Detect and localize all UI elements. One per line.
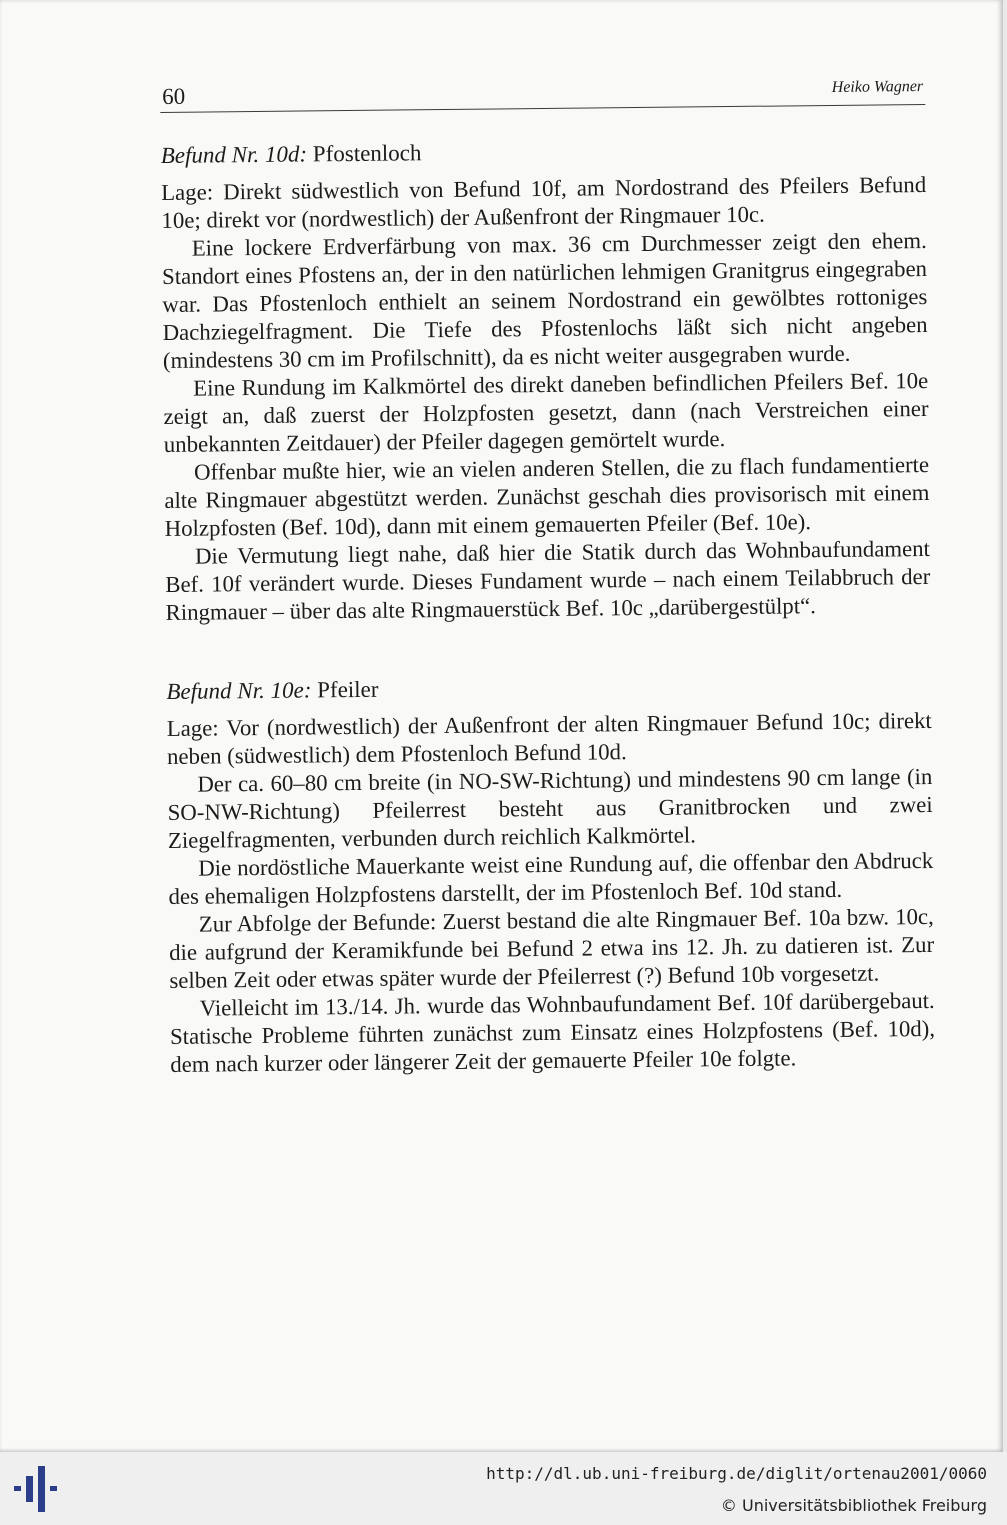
- heading-label: Befund Nr. 10e:: [166, 677, 312, 704]
- section-heading: [161, 135, 926, 169]
- section-befund-10e: [166, 671, 935, 1079]
- section-befund-10d: [161, 135, 931, 627]
- paragraph: Der ca. 60–80 cm breite (in NO-SW-Richtung) und mindestens 90 cm lange (in SO-NW-Richtung) Pfeilerrest besteht aus Granitbrocken und zwei Ziegelfragmenten, verbunden durch reichlich Kalkmörtel.: [167, 763, 933, 853]
- footer-bar: [0, 1452, 1007, 1525]
- running-head: Heiko Wagner: [831, 78, 924, 96]
- paragraph: Die nordöstliche Mauerkante weist eine Rundung auf, die offenbar den Abdruck des ehemaligen Holzpfostens darstellt, der im Pfostenloch Bef. 10d stand.: [168, 847, 934, 909]
- paragraph: Eine lockere Erdverfärbung von max. 36 cm Durchmesser zeigt den ehem. Standort eines Pfostens an, der in den natürlichen lehmigen Granitgrus eingegraben war. Das Pfostenloch enthielt an seinem Nordostrand ein gewölbtes rottoniges Dachziegelfragment. Die Tiefe des Pfostenlochs läßt sich nicht angeben (mindestens 30 cm im Profilschnitt), da es nicht weiter ausgegraben wurde.: [161, 227, 928, 373]
- paragraph: Lage: Direkt südwestlich von Befund 10f, am Nordostrand des Pfeilers Befund 10e; direkt vor (nordwestlich) der Außenfront der Ringmauer 10c.: [161, 171, 927, 233]
- paragraph: Lage: Vor (nordwestlich) der Außenfront der alten Ringmauer Befund 10c; direkt neben (südwestlich) dem Pfostenloch Befund 10d.: [166, 707, 932, 769]
- section-heading: [166, 671, 931, 705]
- page-number: 60: [162, 83, 186, 109]
- copyright-notice: © Universitätsbibliothek Freiburg: [720, 1496, 987, 1515]
- page-header: [160, 72, 925, 113]
- paragraph: Eine Rundung im Kalkmörtel des direkt daneben befindlichen Pfeilers Bef. 10e zeigt an, daß zuerst der Holzpfosten gesetzt, dann (nach Verstreichen einer unbekannten Zeitdauer) der Pfeiler dagegen gemörtelt wurde.: [163, 367, 929, 457]
- paragraph: Zur Abfolge der Befunde: Zuerst bestand die alte Ringmauer Bef. 10a bzw. 10c, die aufgrund der Keramikfunde bei Befund 2 etwa ins 12. Jh. zu datieren ist. Zur selben Zeit oder etwas später wurde der Pfeilerrest (?) Befund 10b vorgesetzt.: [169, 903, 935, 993]
- page-content: [160, 72, 935, 1079]
- permalink-url[interactable]: http://dl.ub.uni-freiburg.de/diglit/ortenau2001/0060: [486, 1464, 987, 1483]
- ub-freiburg-logo-icon: [14, 1466, 64, 1512]
- heading-label: Befund Nr. 10d:: [160, 141, 308, 168]
- heading-title: Pfeiler: [317, 676, 379, 703]
- paragraph: Die Vermutung liegt nahe, daß hier die Statik durch das Wohnbaufundament Bef. 10f verändert wurde. Dieses Fundament wurde – nach einem Teilabbruch der Ringmauer – über das alte Ringmauerstück Bef. 10c „darübergestülpt“.: [165, 535, 931, 625]
- paragraph: Offenbar mußte hier, wie an vielen anderen Stellen, die zu flach fundamentierte alte Ringmauer abgestützt werden. Zunächst geschah dies provisorisch mit einem Holzpfosten (Bef. 10d), dann mit einem gemauerten Pfeiler (Bef. 10e).: [164, 451, 930, 541]
- paragraph: Vielleicht im 13./14. Jh. wurde das Wohnbaufundament Bef. 10f darübergebaut. Statische Probleme führten zunächst zum Einsatz eines Holzpfostens (Bef. 10d), dem nach kurzer oder längerer Zeit der gemauerte Pfeiler 10e folgte.: [169, 987, 936, 1077]
- heading-title: Pfostenloch: [312, 140, 422, 167]
